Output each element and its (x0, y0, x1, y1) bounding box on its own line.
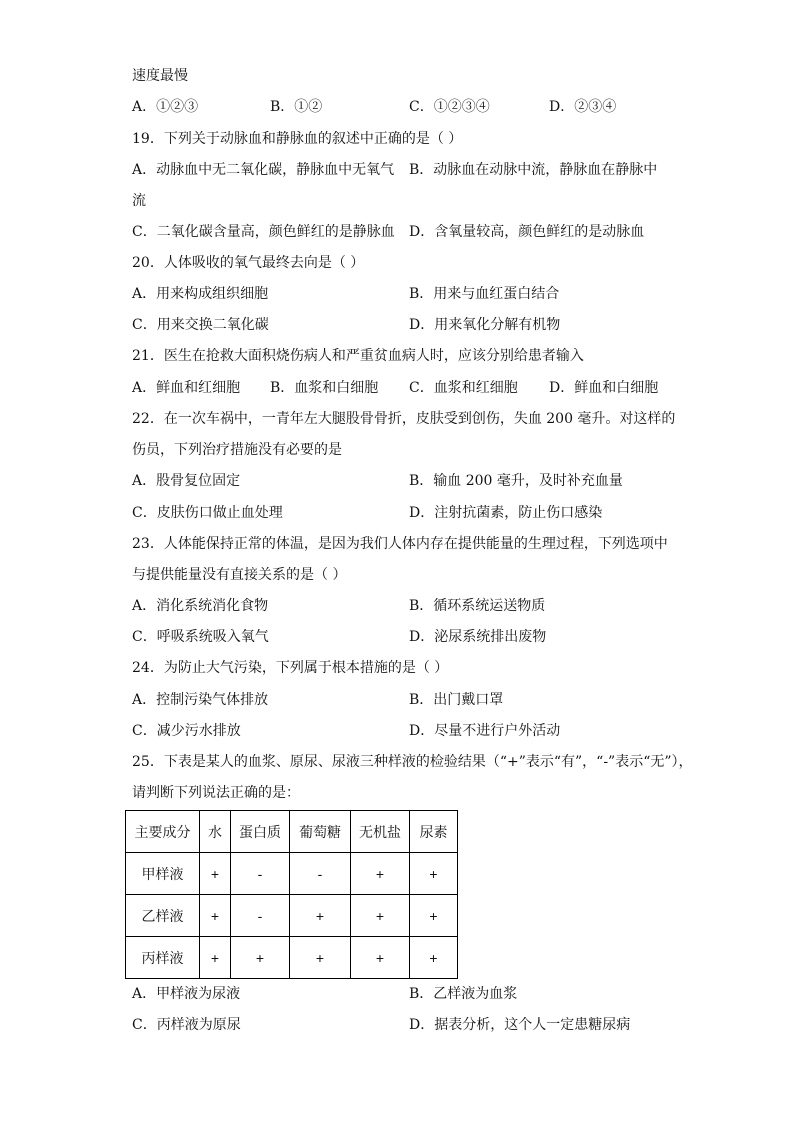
q23-option-b: B．循环系统运送物质 (409, 598, 546, 614)
q20-option-b: B．用来与血红蛋白结合 (409, 286, 560, 302)
q25-option-a: A．甲样液为尿液 (132, 986, 241, 1002)
table-cell: 甲样液 (126, 853, 200, 895)
q25-data-table (125, 810, 458, 979)
q18-stem-continuation: 速度最慢 (132, 68, 188, 84)
table-cell: - (231, 895, 290, 937)
q21-option-d: D．鲜血和白细胞 (549, 380, 659, 396)
table-header-row (126, 811, 458, 853)
q19-options-ab (132, 160, 732, 180)
table-header-cell: 无机盐 (351, 811, 410, 853)
table-cell: + (290, 895, 351, 937)
q22-option-a: A．股骨复位固定 (132, 473, 241, 489)
q22-stem-line1: 22．在一次车祸中，一青年左大腿股骨骨折，皮肤受到创伤，失血 200 毫升。对这样的 (132, 411, 676, 427)
table-cell: 丙样液 (126, 937, 200, 979)
q24-option-b: B．出门戴口罩 (409, 692, 504, 708)
table-header-cell: 葡萄糖 (290, 811, 351, 853)
table-row (126, 853, 458, 895)
q19-options-cd (132, 222, 732, 242)
q24-options-ab (132, 690, 732, 710)
table-cell: + (200, 853, 231, 895)
table-row (126, 895, 458, 937)
q20-option-c: C．用来交换二氧化碳 (132, 317, 269, 333)
q21-stem: 21．医生在抢救大面积烧伤病人和严重贫血病人时，应该分别给患者输入 (132, 348, 584, 364)
q19-option-a: A．动脉血中无二氧化碳，静脉血中无氧气 (132, 162, 395, 178)
q19-option-b: B．动脉血在动脉中流，静脉血在静脉中 (409, 162, 658, 178)
q18-option-d: D．②③④ (549, 99, 617, 115)
q21-options (132, 378, 732, 398)
table-cell: + (351, 895, 410, 937)
table-header-cell: 主要成分 (126, 811, 200, 853)
q21-option-b: B．血浆和白细胞 (270, 380, 379, 396)
table-cell: - (231, 853, 290, 895)
q25-options-ab (132, 984, 732, 1004)
q21-option-a: A．鲜血和红细胞 (132, 380, 241, 396)
table-cell: + (351, 937, 410, 979)
q18-option-b: B．①② (270, 99, 323, 115)
q19-option-b-continuation: 流 (132, 193, 146, 209)
table-cell: + (410, 853, 458, 895)
table-header-cell: 蛋白质 (231, 811, 290, 853)
q23-option-c: C．呼吸系统吸入氧气 (132, 629, 269, 645)
q23-options-cd (132, 627, 732, 647)
q21-option-c: C．血浆和红细胞 (409, 380, 518, 396)
table-cell: 乙样液 (126, 895, 200, 937)
q18-option-a: A．①②③ (132, 99, 199, 115)
q23-stem-line1: 23．人体能保持正常的体温，是因为我们人体内存在提供能量的生理过程，下列选项中 (132, 536, 668, 552)
table-header-cell: 水 (200, 811, 231, 853)
table-header-cell: 尿素 (410, 811, 458, 853)
q20-option-a: A．用来构成组织细胞 (132, 286, 269, 302)
q25-option-c: C．丙样液为原尿 (132, 1017, 241, 1033)
q19-stem: 19．下列关于动脉血和静脉血的叙述中正确的是（ ） (132, 131, 463, 147)
q20-options-ab (132, 284, 732, 304)
q23-option-d: D．泌尿系统排出废物 (409, 629, 547, 645)
q22-option-b: B．输血 200 毫升，及时补充血量 (409, 473, 623, 489)
q23-options-ab (132, 596, 732, 616)
q25-options-cd (132, 1015, 732, 1035)
q19-option-c: C．二氧化碳含量高，颜色鲜红的是静脉血 (132, 224, 395, 240)
q25-option-d: D．据表分析，这个人一定患糖尿病 (409, 1017, 631, 1033)
q23-option-a: A．消化系统消化食物 (132, 598, 269, 614)
q18-option-c: C．①②③④ (409, 99, 490, 115)
q20-options-cd (132, 315, 732, 335)
q23-stem-line2: 与提供能量没有直接关系的是（ ） (132, 567, 347, 583)
q22-options-ab (132, 471, 732, 491)
table-cell: + (351, 853, 410, 895)
q24-options-cd (132, 721, 732, 741)
q22-option-c: C．皮肤伤口做止血处理 (132, 505, 283, 521)
q18-options (132, 97, 732, 117)
q24-option-a: A．控制污染气体排放 (132, 692, 269, 708)
q24-option-d: D．尽量不进行户外活动 (409, 723, 561, 739)
table-cell: + (410, 937, 458, 979)
q25-stem-line1: 25．下表是某人的血浆、原尿、尿液三种样液的检验结果（“+”表示“有”，“-”表示“无”）， (132, 754, 693, 770)
q25-stem-line2: 请判断下列说法正确的是： (132, 785, 300, 801)
q20-option-d: D．用来氧化分解有机物 (409, 317, 561, 333)
q25-option-b: B．乙样液为血浆 (409, 986, 518, 1002)
table-cell: + (200, 937, 231, 979)
q20-stem: 20．人体吸收的氧气最终去向是（ ） (132, 255, 365, 271)
q24-stem: 24．为防止大气污染，下列属于根本措施的是（ ） (132, 660, 449, 676)
q24-option-c: C．减少污水排放 (132, 723, 241, 739)
q22-option-d: D．注射抗菌素，防止伤口感染 (409, 505, 603, 521)
q19-option-d: D．含氧量较高，颜色鲜红的是动脉血 (409, 224, 645, 240)
table-cell: + (290, 937, 351, 979)
table-row (126, 937, 458, 979)
table-cell: + (231, 937, 290, 979)
q22-options-cd (132, 503, 732, 523)
table-cell: - (290, 853, 351, 895)
table-cell: + (410, 895, 458, 937)
q22-stem-line2: 伤员，下列治疗措施没有必要的是 (132, 442, 342, 458)
table-cell: + (200, 895, 231, 937)
